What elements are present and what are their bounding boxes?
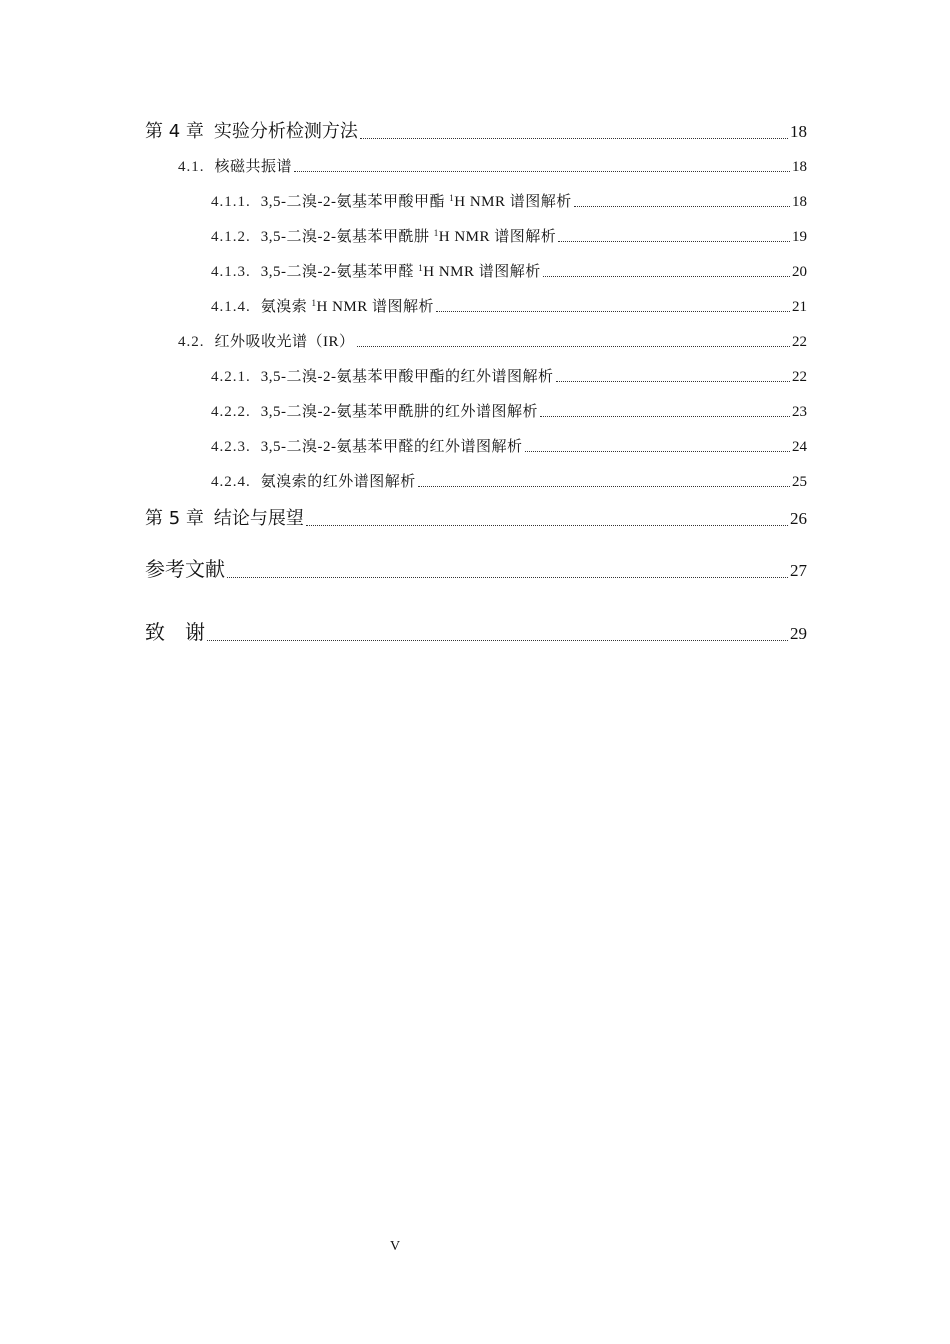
toc-number: 4.1. bbox=[178, 159, 205, 175]
title-part: 3,5-二溴-2-氨基苯甲酸甲酯 bbox=[260, 194, 450, 210]
leader-dots bbox=[543, 276, 790, 277]
toc-page: 18 bbox=[792, 194, 807, 210]
leader-dots bbox=[574, 206, 790, 207]
toc-entry-4-1-3[interactable] bbox=[211, 260, 807, 281]
title-part: 3,5-二溴-2-氨基苯甲醛 bbox=[260, 264, 419, 280]
leader-dots bbox=[556, 381, 791, 382]
title-part: 3,5-二溴-2-氨基苯甲酰肼 bbox=[260, 229, 434, 245]
leader-dots bbox=[357, 346, 790, 347]
toc-number: 4.2.3. bbox=[211, 439, 251, 455]
toc-title: 3,5-二溴-2-氨基苯甲酰肼的红外谱图解析 bbox=[260, 404, 538, 420]
toc-title: 3,5-二溴-2-氨基苯甲酸甲酯的红外谱图解析 bbox=[260, 369, 554, 385]
toc-title: 致 谢 bbox=[145, 620, 205, 644]
toc-page: 18 bbox=[790, 122, 807, 141]
toc-page: 29 bbox=[790, 624, 807, 643]
title-part: 氨溴索 bbox=[260, 299, 312, 315]
toc-title: 参考文献 bbox=[145, 557, 225, 581]
toc-entry-chapter-5[interactable] bbox=[145, 504, 807, 530]
toc-number: 4.1.2. bbox=[211, 229, 251, 245]
toc-entry-4-2-3[interactable] bbox=[211, 435, 807, 456]
toc-title: 实验分析检测方法 bbox=[213, 121, 358, 142]
toc-page: 23 bbox=[792, 404, 807, 420]
leader-dots bbox=[306, 525, 788, 526]
superscript: 1 bbox=[418, 263, 424, 274]
toc-page: 22 bbox=[792, 334, 807, 350]
leader-dots bbox=[227, 577, 788, 578]
toc-entry-4-2[interactable] bbox=[178, 330, 807, 351]
title-part: H NMR 谱图解析 bbox=[454, 194, 572, 210]
toc-entry-4-1-4[interactable] bbox=[211, 295, 807, 316]
toc-number: 4.2.2. bbox=[211, 404, 251, 420]
toc-number: 4.2.4. bbox=[211, 474, 251, 490]
toc-number: 第 5 章 bbox=[145, 508, 204, 529]
toc-number: 4.1.3. bbox=[211, 264, 251, 280]
superscript: 1 bbox=[311, 298, 317, 309]
superscript: 1 bbox=[449, 193, 455, 204]
toc-page: 20 bbox=[792, 264, 807, 280]
leader-dots bbox=[294, 171, 790, 172]
title-part: H NMR 谱图解析 bbox=[438, 229, 557, 245]
toc-number: 4.2.1. bbox=[211, 369, 251, 385]
toc-entry-4-1[interactable] bbox=[178, 155, 807, 176]
page-number: V bbox=[389, 1239, 401, 1254]
leader-dots bbox=[540, 416, 790, 417]
toc-title: 氨溴索的红外谱图解析 bbox=[260, 474, 416, 490]
toc-title bbox=[261, 190, 572, 211]
superscript: 1 bbox=[433, 228, 439, 239]
toc-title: 结论与展望 bbox=[213, 508, 304, 529]
toc-title: 核磁共振谱 bbox=[214, 159, 293, 175]
toc-entry-4-2-1[interactable] bbox=[211, 365, 807, 386]
toc-page: 19 bbox=[792, 229, 807, 245]
toc-title bbox=[261, 260, 541, 281]
toc-number: 4.2. bbox=[178, 334, 205, 350]
toc-title: 3,5-二溴-2-氨基苯甲醛的红外谱图解析 bbox=[260, 439, 523, 455]
title-part: H NMR 谱图解析 bbox=[423, 264, 541, 280]
toc-number: 4.1.4. bbox=[211, 299, 251, 315]
toc-title bbox=[261, 225, 557, 246]
leader-dots bbox=[418, 486, 790, 487]
toc-page: 21 bbox=[792, 299, 807, 315]
leader-dots bbox=[525, 451, 791, 452]
toc-page: 18 bbox=[792, 159, 807, 175]
toc-entry-4-2-4[interactable] bbox=[211, 470, 807, 491]
toc-page: 24 bbox=[792, 439, 807, 455]
toc-page: 25 bbox=[792, 474, 807, 490]
toc-number: 第 4 章 bbox=[145, 121, 204, 142]
toc-entry-acknowledgements[interactable] bbox=[145, 616, 807, 645]
toc-entry-chapter-4[interactable] bbox=[145, 117, 807, 143]
toc-number: 4.1.1. bbox=[211, 194, 251, 210]
toc-entry-4-2-2[interactable] bbox=[211, 400, 807, 421]
leader-dots bbox=[360, 138, 788, 139]
toc-page: 27 bbox=[790, 561, 807, 580]
toc-title: 红外吸收光谱（IR） bbox=[214, 334, 355, 350]
toc-title bbox=[261, 295, 434, 316]
toc-entry-references[interactable] bbox=[145, 553, 807, 582]
leader-dots bbox=[207, 640, 788, 641]
leader-dots bbox=[558, 241, 790, 242]
toc-page: 26 bbox=[790, 509, 807, 528]
leader-dots bbox=[436, 311, 790, 312]
toc-entry-4-1-1[interactable] bbox=[211, 190, 807, 211]
title-part: H NMR 谱图解析 bbox=[316, 299, 435, 315]
toc-entry-4-1-2[interactable] bbox=[211, 225, 807, 246]
toc-page: 22 bbox=[792, 369, 807, 385]
